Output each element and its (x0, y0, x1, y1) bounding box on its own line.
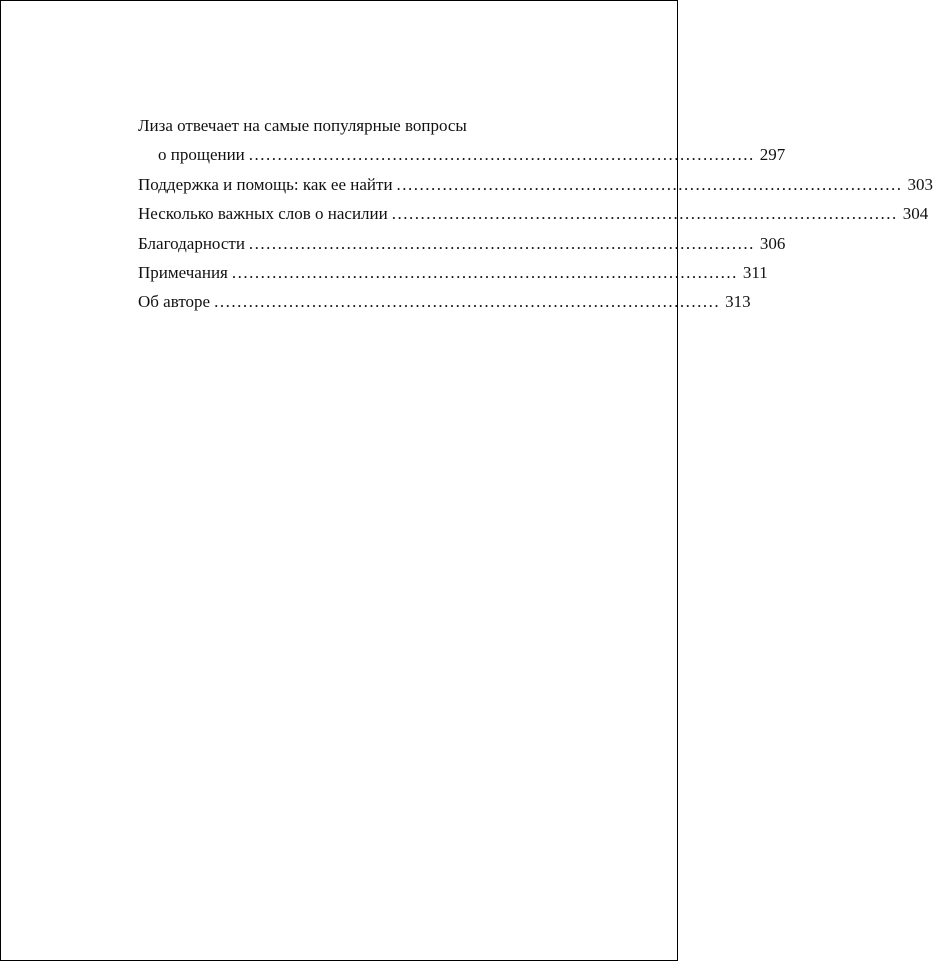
dot-leader: ........................................................................................ (391, 204, 898, 224)
toc-entry-page-number: 311 (742, 263, 768, 283)
toc-entry-page-number: 297 (759, 145, 786, 165)
toc-entry-title: Благодарности (138, 233, 245, 253)
toc-entry-title: Поддержка и помощь: как ее найти (138, 174, 393, 194)
toc-entry-violence[interactable] (138, 199, 929, 228)
toc-entry-page-number: 306 (759, 233, 786, 253)
toc-entry-about-author[interactable] (138, 287, 751, 316)
toc-entry-forgiveness-questions[interactable] (138, 111, 786, 170)
dot-leader: ........................................................................................ (231, 263, 738, 283)
toc-entry-page-number: 303 (907, 174, 933, 194)
toc-entry-page-number: 313 (725, 292, 751, 312)
toc-entry-notes[interactable] (138, 258, 768, 287)
toc-entry-title-line2: о прощении (158, 145, 245, 165)
dot-leader: ........................................................................................ (248, 145, 755, 165)
toc-entry-title: Несколько важных слов о насилии (138, 204, 388, 224)
toc-entry-title: Примечания (138, 263, 228, 283)
table-of-contents (138, 111, 933, 317)
toc-entry-support-and-help[interactable] (138, 170, 933, 199)
toc-entry-title-line1: Лиза отвечает на самые популярные вопросы (138, 116, 467, 135)
toc-entry-page-number: 304 (902, 204, 929, 224)
toc-entry-title: Об авторе (138, 292, 211, 312)
dot-leader: ........................................................................................ (396, 174, 903, 194)
toc-entry-acknowledgements[interactable] (138, 229, 786, 258)
dot-leader: ........................................................................................ (214, 292, 721, 312)
dot-leader: ........................................................................................ (248, 233, 755, 253)
